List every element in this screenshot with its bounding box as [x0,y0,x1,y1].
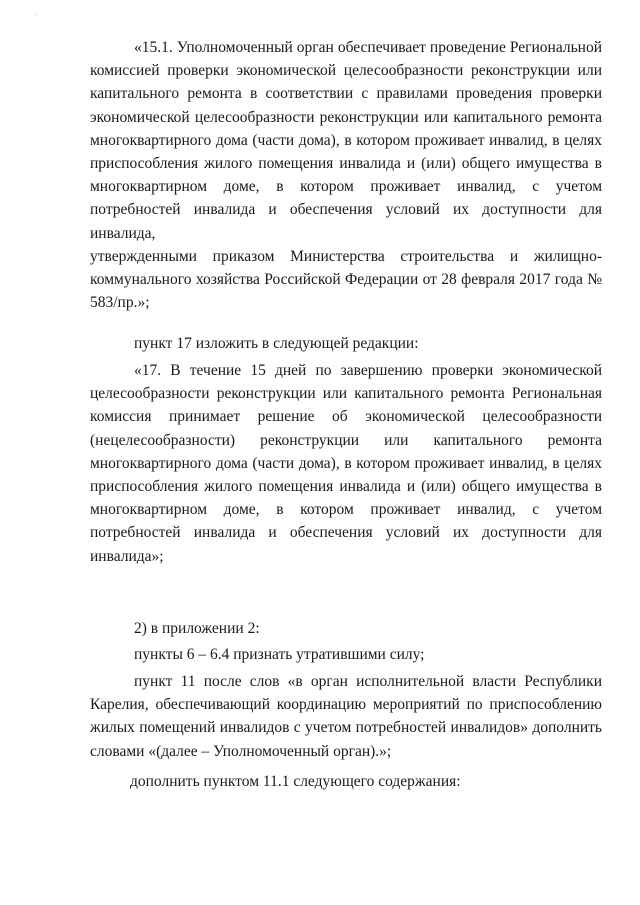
text-line: дополнить пунктом 11.1 следующего содержания: [130,773,461,790]
paragraph-11-1 [90,770,602,793]
text-line: комиссией проверки экономической целесообразности реконструкции или [90,62,602,80]
text-line: пункт 11 после слов «в орган исполнительной власти Республики [134,673,602,690]
text-line: целесообразности реконструкции или капитального ремонта Региональная [90,385,602,403]
text-line: 583/пр.»; [90,294,150,312]
paragraph-17 [90,359,602,568]
text-line: утвержденными приказом Министерства строительства и жилищно- [90,247,602,265]
text-line: капитального ремонта в соответствии с правилами проведения проверки [90,85,602,103]
text-line: коммунального хозяйства Российской Федерации от 28 февраля 2017 года № [90,271,602,289]
text-line: пункт 17 изложить в следующей редакции: [134,335,419,352]
text-line: потребностей инвалида и обеспечения условий их доступности для [90,524,602,542]
text-line: многоквартирном доме, в котором проживает инвалид, с учетом [90,501,602,519]
text-line: пункты 6 – 6.4 признать утратившими силу; [134,646,425,663]
text-line: экономической целесообразности реконструкции или капитального ремонта [90,108,602,126]
text-line: «17. В течение 15 дней по завершению проверки экономической [134,362,602,379]
text-line: инвалида»; [90,547,164,565]
text-line: приспособления жилого помещения инвалида и (или) общего имущества в [90,155,602,173]
text-line: приспособления жилого помещения инвалида и (или) общего имущества в [90,478,602,496]
text-line: многоквартирного дома (части дома), в котором проживает инвалид, в целях [90,454,602,472]
text-line: комиссия принимает решение об экономической целесообразности [90,408,602,426]
text-line: многоквартирном доме, в котором проживает инвалид, с учетом [90,178,602,196]
paragraph-appendix-2 [90,617,602,640]
paragraph-items-6 [90,643,602,666]
paragraph-17-intro [90,332,602,355]
text-line: многоквартирного дома (части дома), в котором проживает инвалид, в целях [90,131,602,149]
text-line: жилых помещений инвалидов с учетом потребностей инвалидов» дополнить [90,719,602,737]
paragraph-15-1 [90,36,602,314]
text-line: 2) в приложении 2: [134,620,260,637]
text-line: потребностей инвалида и обеспечения условий их доступности для инвалида, [90,201,602,242]
corner-mark: ' [36,14,38,20]
text-line: Карелия, обеспечивающий координацию мероприятий по приспособлению [90,696,602,714]
text-line: «15.1. Уполномоченный орган обеспечивает проведение Региональной [134,39,602,56]
paragraph-11 [90,670,602,763]
text-line: словами «(далее – Уполномоченный орган).»; [90,742,392,760]
text-line: (нецелесообразности) реконструкции или капитального ремонта [90,431,602,449]
